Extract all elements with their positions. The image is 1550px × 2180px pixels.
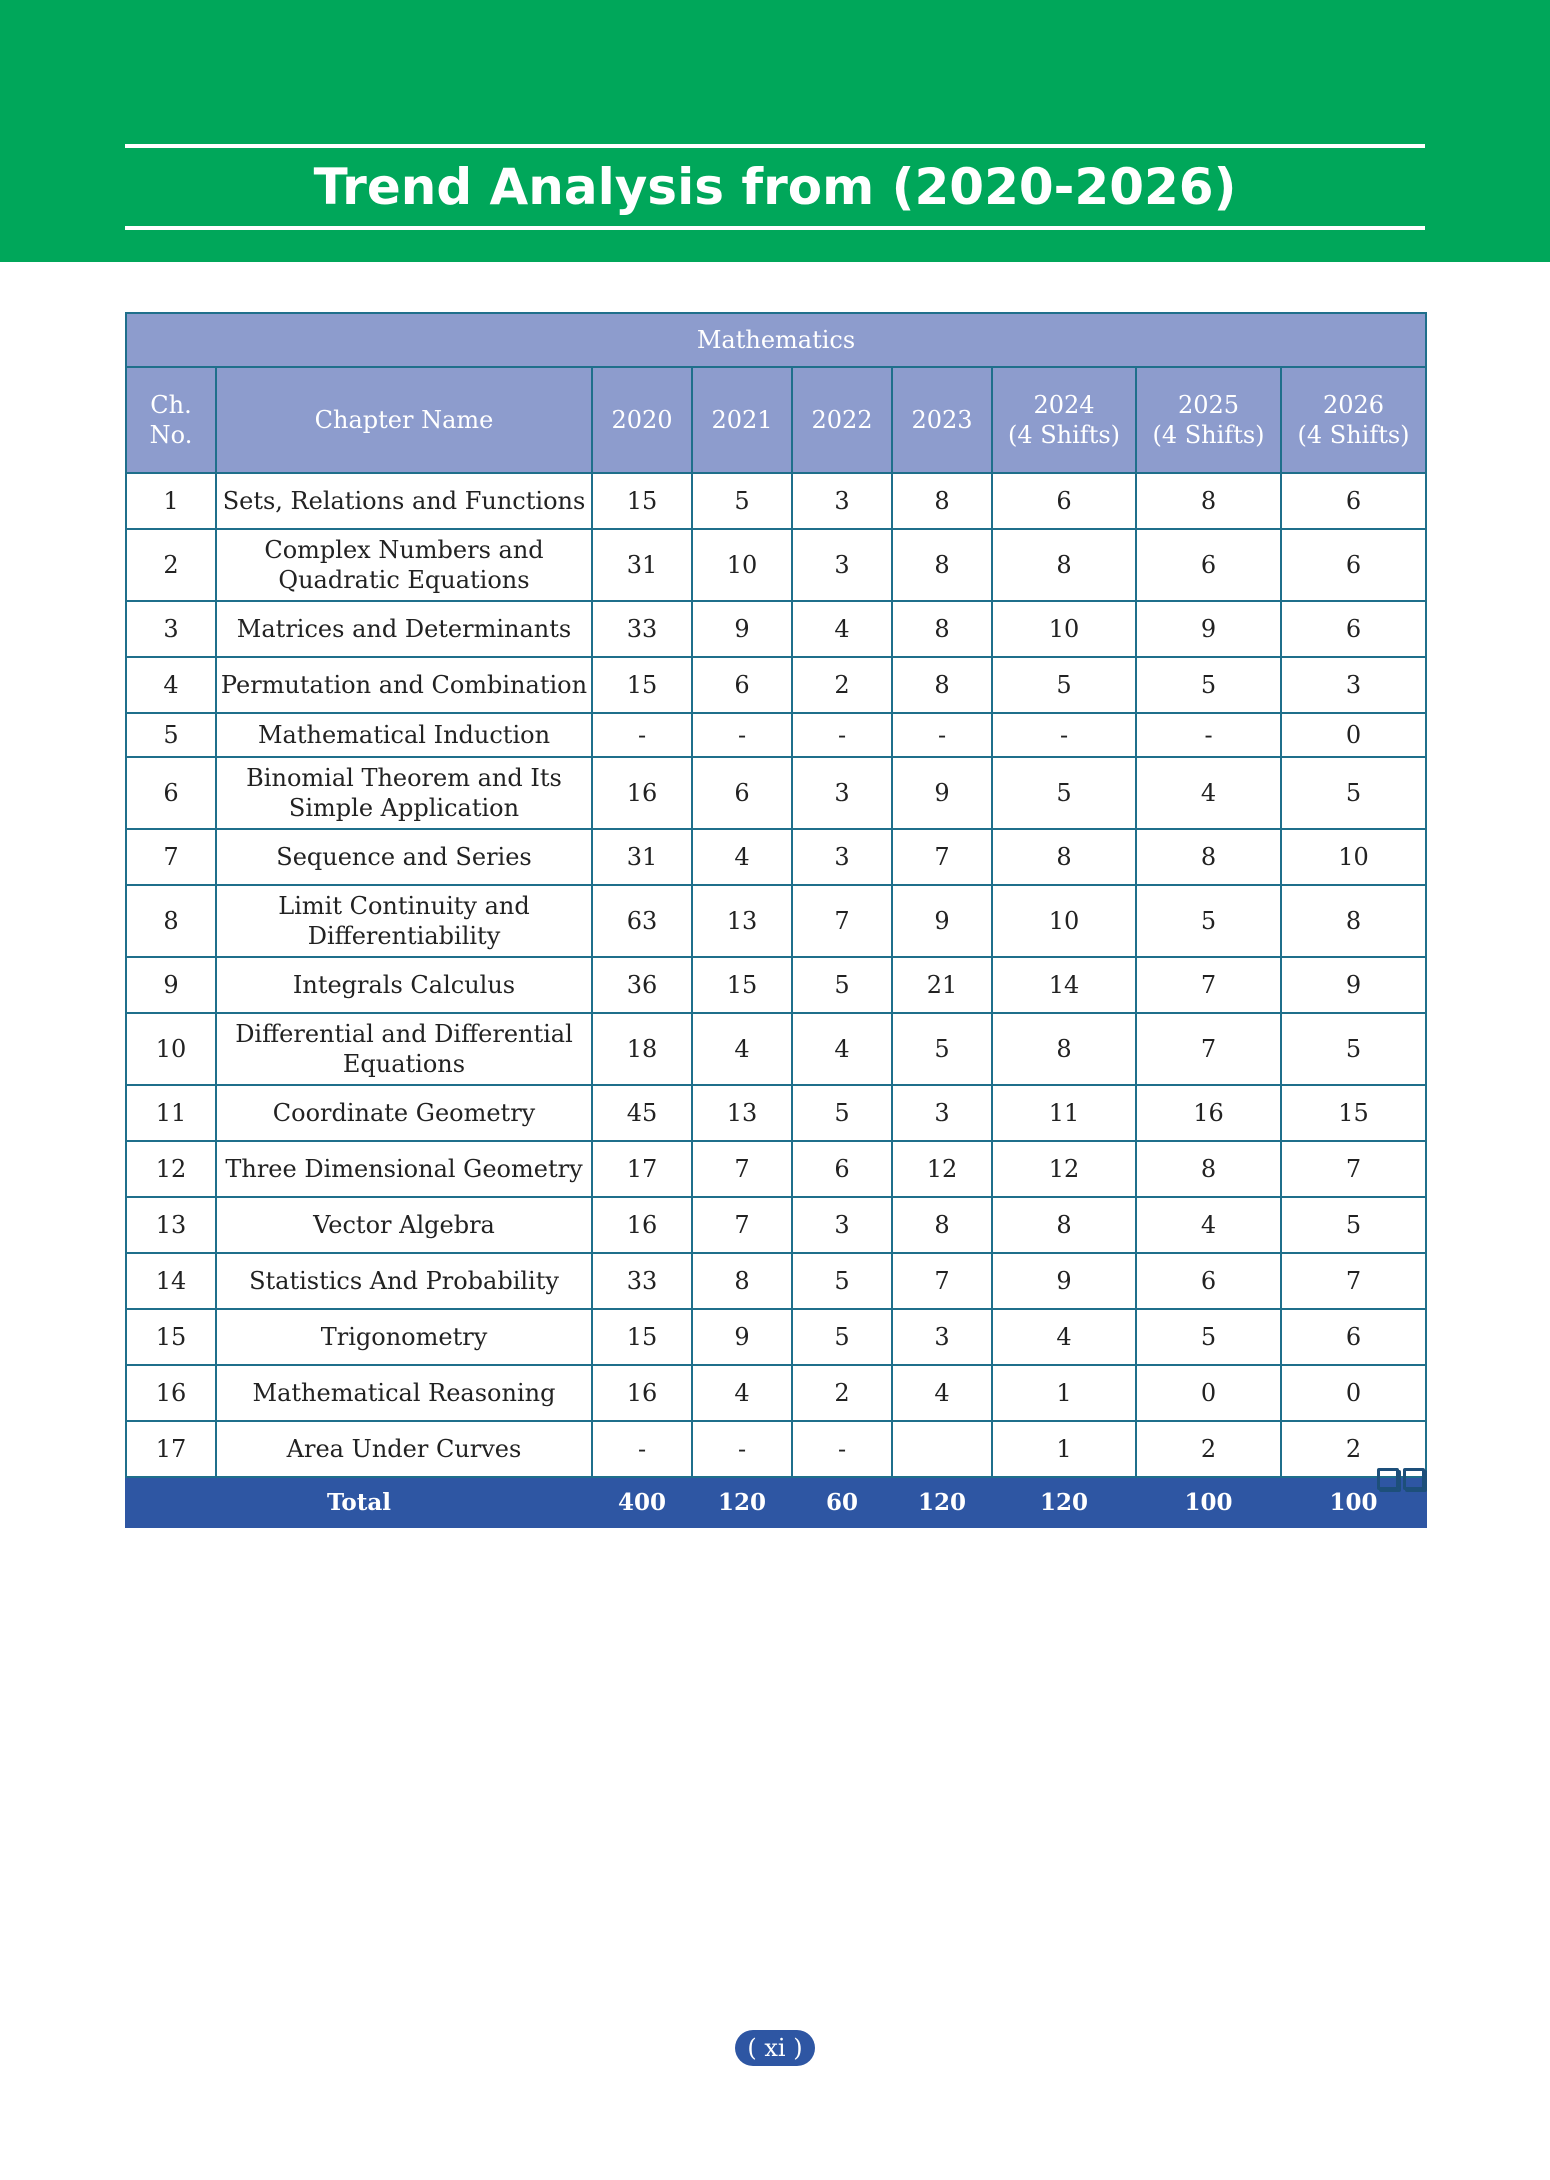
chapter-name-line: Simple Application: [288, 794, 520, 822]
question-count-cell: 5: [792, 1309, 892, 1365]
chapter-name-line: Mathematical Induction: [257, 721, 551, 749]
question-count-cell: 2: [792, 1365, 892, 1421]
header-year: [992, 367, 1136, 473]
question-count-cell: 0: [1136, 1365, 1281, 1421]
chapter-name-line: Area Under Curves: [286, 1435, 522, 1463]
question-count-cell: 9: [892, 757, 992, 829]
chapter-number: 2: [126, 529, 216, 601]
question-count-cell: 5: [1281, 1197, 1426, 1253]
question-count-cell: -: [692, 1421, 792, 1477]
header-year: [692, 367, 792, 473]
chapter-number: 17: [126, 1421, 216, 1477]
table-row: [126, 1085, 1426, 1141]
table-row: [126, 1013, 1426, 1085]
question-count-cell: 2: [792, 657, 892, 713]
chapter-name: [216, 657, 592, 713]
question-count-cell: 15: [592, 657, 692, 713]
page-number: ( xi ): [735, 2030, 815, 2066]
chapter-name-line: Binomial Theorem and Its: [246, 764, 562, 792]
chapter-name: [216, 1141, 592, 1197]
chapter-name-line: Mathematical Reasoning: [252, 1379, 556, 1407]
chapter-name-line: Integrals Calculus: [292, 971, 516, 999]
chapter-number: 16: [126, 1365, 216, 1421]
question-count-cell: 11: [992, 1085, 1136, 1141]
chapter-name-line: Differentiability: [307, 922, 501, 950]
question-count-cell: 7: [1281, 1253, 1426, 1309]
question-count-cell: 16: [1136, 1085, 1281, 1141]
header-rule-bottom: [125, 226, 1425, 230]
question-count-cell: 6: [1281, 529, 1426, 601]
chapter-name: [216, 529, 592, 601]
question-count-cell: 3: [892, 1309, 992, 1365]
question-count-cell: 8: [892, 1197, 992, 1253]
chapter-name-line: Quadratic Equations: [278, 566, 530, 594]
question-count-cell: 5: [1136, 657, 1281, 713]
question-count-cell: 7: [692, 1141, 792, 1197]
chapter-number: 11: [126, 1085, 216, 1141]
chapter-name: [216, 829, 592, 885]
question-count-cell: 4: [792, 1013, 892, 1085]
question-count-cell: 0: [1281, 713, 1426, 757]
table-row: [126, 1309, 1426, 1365]
question-count-cell: 13: [692, 885, 792, 957]
question-count-cell: 4: [792, 601, 892, 657]
table-row: [126, 473, 1426, 529]
table-row: [126, 1421, 1426, 1477]
total-row: [126, 1477, 1426, 1527]
total-cell: 100: [1136, 1477, 1281, 1527]
question-count-cell: 8: [992, 1197, 1136, 1253]
header-year-label: 2025: [1177, 391, 1240, 419]
header-ch-no-line1: Ch.: [150, 391, 192, 419]
question-count-cell: 45: [592, 1085, 692, 1141]
chapter-name: [216, 1309, 592, 1365]
question-count-cell: 7: [1281, 1141, 1426, 1197]
question-count-cell: 18: [592, 1013, 692, 1085]
question-count-cell: 21: [892, 957, 992, 1013]
question-count-cell: 8: [892, 529, 992, 601]
question-count-cell: 10: [692, 529, 792, 601]
table-row: [126, 713, 1426, 757]
total-cell: 100: [1281, 1477, 1426, 1527]
total-cell: 120: [892, 1477, 992, 1527]
table-row: [126, 885, 1426, 957]
question-count-cell: 4: [692, 1365, 792, 1421]
table-body: [126, 473, 1426, 1527]
header-year-label: 2026: [1322, 391, 1385, 419]
question-count-cell: 4: [892, 1365, 992, 1421]
total-cell: 120: [692, 1477, 792, 1527]
question-count-cell: 7: [1136, 1013, 1281, 1085]
chapter-number: 9: [126, 957, 216, 1013]
end-of-section-icon: [1375, 1468, 1425, 1492]
page-title: Trend Analysis from (2020-2026): [313, 158, 1237, 216]
question-count-cell: 5: [1136, 1309, 1281, 1365]
header-year: [592, 367, 692, 473]
question-count-cell: 33: [592, 601, 692, 657]
chapter-number: 12: [126, 1141, 216, 1197]
table-row: [126, 829, 1426, 885]
question-count-cell: 4: [1136, 757, 1281, 829]
chapter-name: [216, 1365, 592, 1421]
question-count-cell: 8: [892, 657, 992, 713]
question-count-cell: -: [1136, 713, 1281, 757]
total-cell: 400: [592, 1477, 692, 1527]
question-count-cell: 8: [992, 1013, 1136, 1085]
question-count-cell: 10: [992, 601, 1136, 657]
question-count-cell: 33: [592, 1253, 692, 1309]
question-count-cell: 6: [1136, 1253, 1281, 1309]
question-count-cell: 3: [792, 529, 892, 601]
header-year-label: 2020: [611, 406, 673, 434]
question-count-cell: 3: [792, 473, 892, 529]
question-count-cell: 8: [892, 601, 992, 657]
chapter-name-line: Equations: [342, 1050, 466, 1078]
question-count-cell: 5: [792, 1253, 892, 1309]
chapter-name: [216, 885, 592, 957]
header-year: [1136, 367, 1281, 473]
question-count-cell: -: [592, 1421, 692, 1477]
table-row: [126, 757, 1426, 829]
header-year-label: 2024: [1033, 391, 1095, 419]
question-count-cell: 9: [892, 885, 992, 957]
chapter-name-line: Differential and Differential: [235, 1020, 573, 1048]
chapter-name-line: Matrices and Determinants: [236, 615, 572, 643]
header-year-label: 2022: [811, 406, 873, 434]
question-count-cell: 12: [992, 1141, 1136, 1197]
question-count-cell: 5: [992, 757, 1136, 829]
question-count-cell: 9: [992, 1253, 1136, 1309]
chapter-name-line: Permutation and Combination: [220, 671, 588, 699]
question-count-cell: 5: [1281, 1013, 1426, 1085]
question-count-cell: 8: [1136, 829, 1281, 885]
question-count-cell: 8: [1136, 1141, 1281, 1197]
chapter-number: 1: [126, 473, 216, 529]
header-rule-top: [125, 144, 1425, 148]
question-count-cell: 6: [1281, 473, 1426, 529]
header-year-note: (4 Shifts): [1297, 421, 1410, 449]
chapter-number: 15: [126, 1309, 216, 1365]
chapter-name-line: Sequence and Series: [276, 843, 532, 871]
table-row: [126, 657, 1426, 713]
question-count-cell: 13: [692, 1085, 792, 1141]
total-cell: 120: [992, 1477, 1136, 1527]
question-count-cell: 15: [1281, 1085, 1426, 1141]
question-count-cell: 36: [592, 957, 692, 1013]
question-count-cell: -: [792, 1421, 892, 1477]
question-count-cell: 6: [1281, 601, 1426, 657]
header-banner: [0, 0, 1550, 262]
header-year-label: 2021: [711, 406, 773, 434]
question-count-cell: 7: [892, 1253, 992, 1309]
question-count-cell: 7: [692, 1197, 792, 1253]
question-count-cell: 4: [992, 1309, 1136, 1365]
chapter-name: [216, 713, 592, 757]
question-count-cell: 8: [692, 1253, 792, 1309]
question-count-cell: -: [892, 713, 992, 757]
question-count-cell: 5: [1136, 885, 1281, 957]
table-row: [126, 957, 1426, 1013]
chapter-number: 3: [126, 601, 216, 657]
header-ch-no-line2: No.: [149, 421, 193, 449]
question-count-cell: 10: [992, 885, 1136, 957]
chapter-name-line: Limit Continuity and: [278, 892, 530, 920]
question-count-cell: 3: [892, 1085, 992, 1141]
chapter-number: 4: [126, 657, 216, 713]
chapter-name-line: Sets, Relations and Functions: [222, 487, 586, 515]
question-count-cell: 6: [1136, 529, 1281, 601]
question-count-cell: 3: [792, 757, 892, 829]
chapter-name: [216, 601, 592, 657]
question-count-cell: -: [592, 713, 692, 757]
question-count-cell: 15: [592, 1309, 692, 1365]
total-label: Total: [126, 1477, 592, 1527]
question-count-cell: 1: [992, 1365, 1136, 1421]
question-count-cell: 5: [992, 657, 1136, 713]
chapter-number: 13: [126, 1197, 216, 1253]
question-count-cell: 17: [592, 1141, 692, 1197]
question-count-cell: 0: [1281, 1365, 1426, 1421]
question-count-cell: 5: [692, 473, 792, 529]
question-count-cell: 63: [592, 885, 692, 957]
total-cell: 60: [792, 1477, 892, 1527]
chapter-number: 6: [126, 757, 216, 829]
chapter-name-line: Complex Numbers and: [264, 536, 544, 564]
question-count-cell: [892, 1421, 992, 1477]
question-count-cell: 9: [1136, 601, 1281, 657]
question-count-cell: 6: [1281, 1309, 1426, 1365]
chapter-name: [216, 1421, 592, 1477]
header-year-note: (4 Shifts): [1152, 421, 1265, 449]
table-row: [126, 601, 1426, 657]
header-chapter-name: Chapter Name: [216, 367, 592, 473]
question-count-cell: -: [992, 713, 1136, 757]
question-count-cell: 8: [892, 473, 992, 529]
column-header-row: [126, 367, 1426, 473]
question-count-cell: 7: [1136, 957, 1281, 1013]
header-year-note: (4 Shifts): [1007, 421, 1121, 449]
question-count-cell: 1: [992, 1421, 1136, 1477]
question-count-cell: 16: [592, 1365, 692, 1421]
header-year: [1281, 367, 1426, 473]
header-year: [892, 367, 992, 473]
question-count-cell: 14: [992, 957, 1136, 1013]
header-year-label: 2023: [911, 406, 973, 434]
header-year: [792, 367, 892, 473]
chapter-name: [216, 1013, 592, 1085]
chapter-number: 10: [126, 1013, 216, 1085]
question-count-cell: 6: [692, 757, 792, 829]
subject-header: Mathematics: [126, 313, 1426, 367]
question-count-cell: 5: [792, 1085, 892, 1141]
question-count-cell: 16: [592, 757, 692, 829]
question-count-cell: -: [692, 713, 792, 757]
table-row: [126, 1141, 1426, 1197]
question-count-cell: 12: [892, 1141, 992, 1197]
question-count-cell: 4: [1136, 1197, 1281, 1253]
question-count-cell: 6: [692, 657, 792, 713]
question-count-cell: 9: [1281, 957, 1426, 1013]
question-count-cell: 5: [1281, 757, 1426, 829]
question-count-cell: 6: [792, 1141, 892, 1197]
question-count-cell: -: [792, 713, 892, 757]
question-count-cell: 7: [892, 829, 992, 885]
question-count-cell: 10: [1281, 829, 1426, 885]
chapter-name: [216, 1085, 592, 1141]
question-count-cell: 9: [692, 601, 792, 657]
question-count-cell: 6: [992, 473, 1136, 529]
question-count-cell: 3: [792, 829, 892, 885]
question-count-cell: 15: [692, 957, 792, 1013]
question-count-cell: 5: [792, 957, 892, 1013]
trend-table: [125, 312, 1427, 1528]
question-count-cell: 5: [892, 1013, 992, 1085]
question-count-cell: 8: [992, 829, 1136, 885]
chapter-name-line: Trigonometry: [320, 1323, 488, 1351]
question-count-cell: 4: [692, 1013, 792, 1085]
chapter-number: 14: [126, 1253, 216, 1309]
question-count-cell: 7: [792, 885, 892, 957]
chapter-name: [216, 1197, 592, 1253]
chapter-name-line: Coordinate Geometry: [272, 1099, 536, 1127]
chapter-name: [216, 757, 592, 829]
question-count-cell: 4: [692, 829, 792, 885]
chapter-name-line: Three Dimensional Geometry: [225, 1155, 583, 1183]
table-row: [126, 1253, 1426, 1309]
table-row: [126, 529, 1426, 601]
question-count-cell: 8: [1136, 473, 1281, 529]
chapter-name: [216, 1253, 592, 1309]
question-count-cell: 8: [992, 529, 1136, 601]
question-count-cell: 2: [1281, 1421, 1426, 1477]
question-count-cell: 15: [592, 473, 692, 529]
chapter-name-line: Vector Algebra: [313, 1211, 495, 1239]
question-count-cell: 9: [692, 1309, 792, 1365]
chapter-name-line: Statistics And Probability: [249, 1267, 559, 1295]
question-count-cell: 31: [592, 529, 692, 601]
table-row: [126, 1365, 1426, 1421]
question-count-cell: 3: [792, 1197, 892, 1253]
chapter-name: [216, 957, 592, 1013]
chapter-number: 5: [126, 713, 216, 757]
question-count-cell: 31: [592, 829, 692, 885]
chapter-name: [216, 473, 592, 529]
question-count-cell: 8: [1281, 885, 1426, 957]
question-count-cell: 2: [1136, 1421, 1281, 1477]
table-row: [126, 1197, 1426, 1253]
chapter-number: 8: [126, 885, 216, 957]
chapter-number: 7: [126, 829, 216, 885]
question-count-cell: 16: [592, 1197, 692, 1253]
question-count-cell: 3: [1281, 657, 1426, 713]
header-ch-no: [126, 367, 216, 473]
